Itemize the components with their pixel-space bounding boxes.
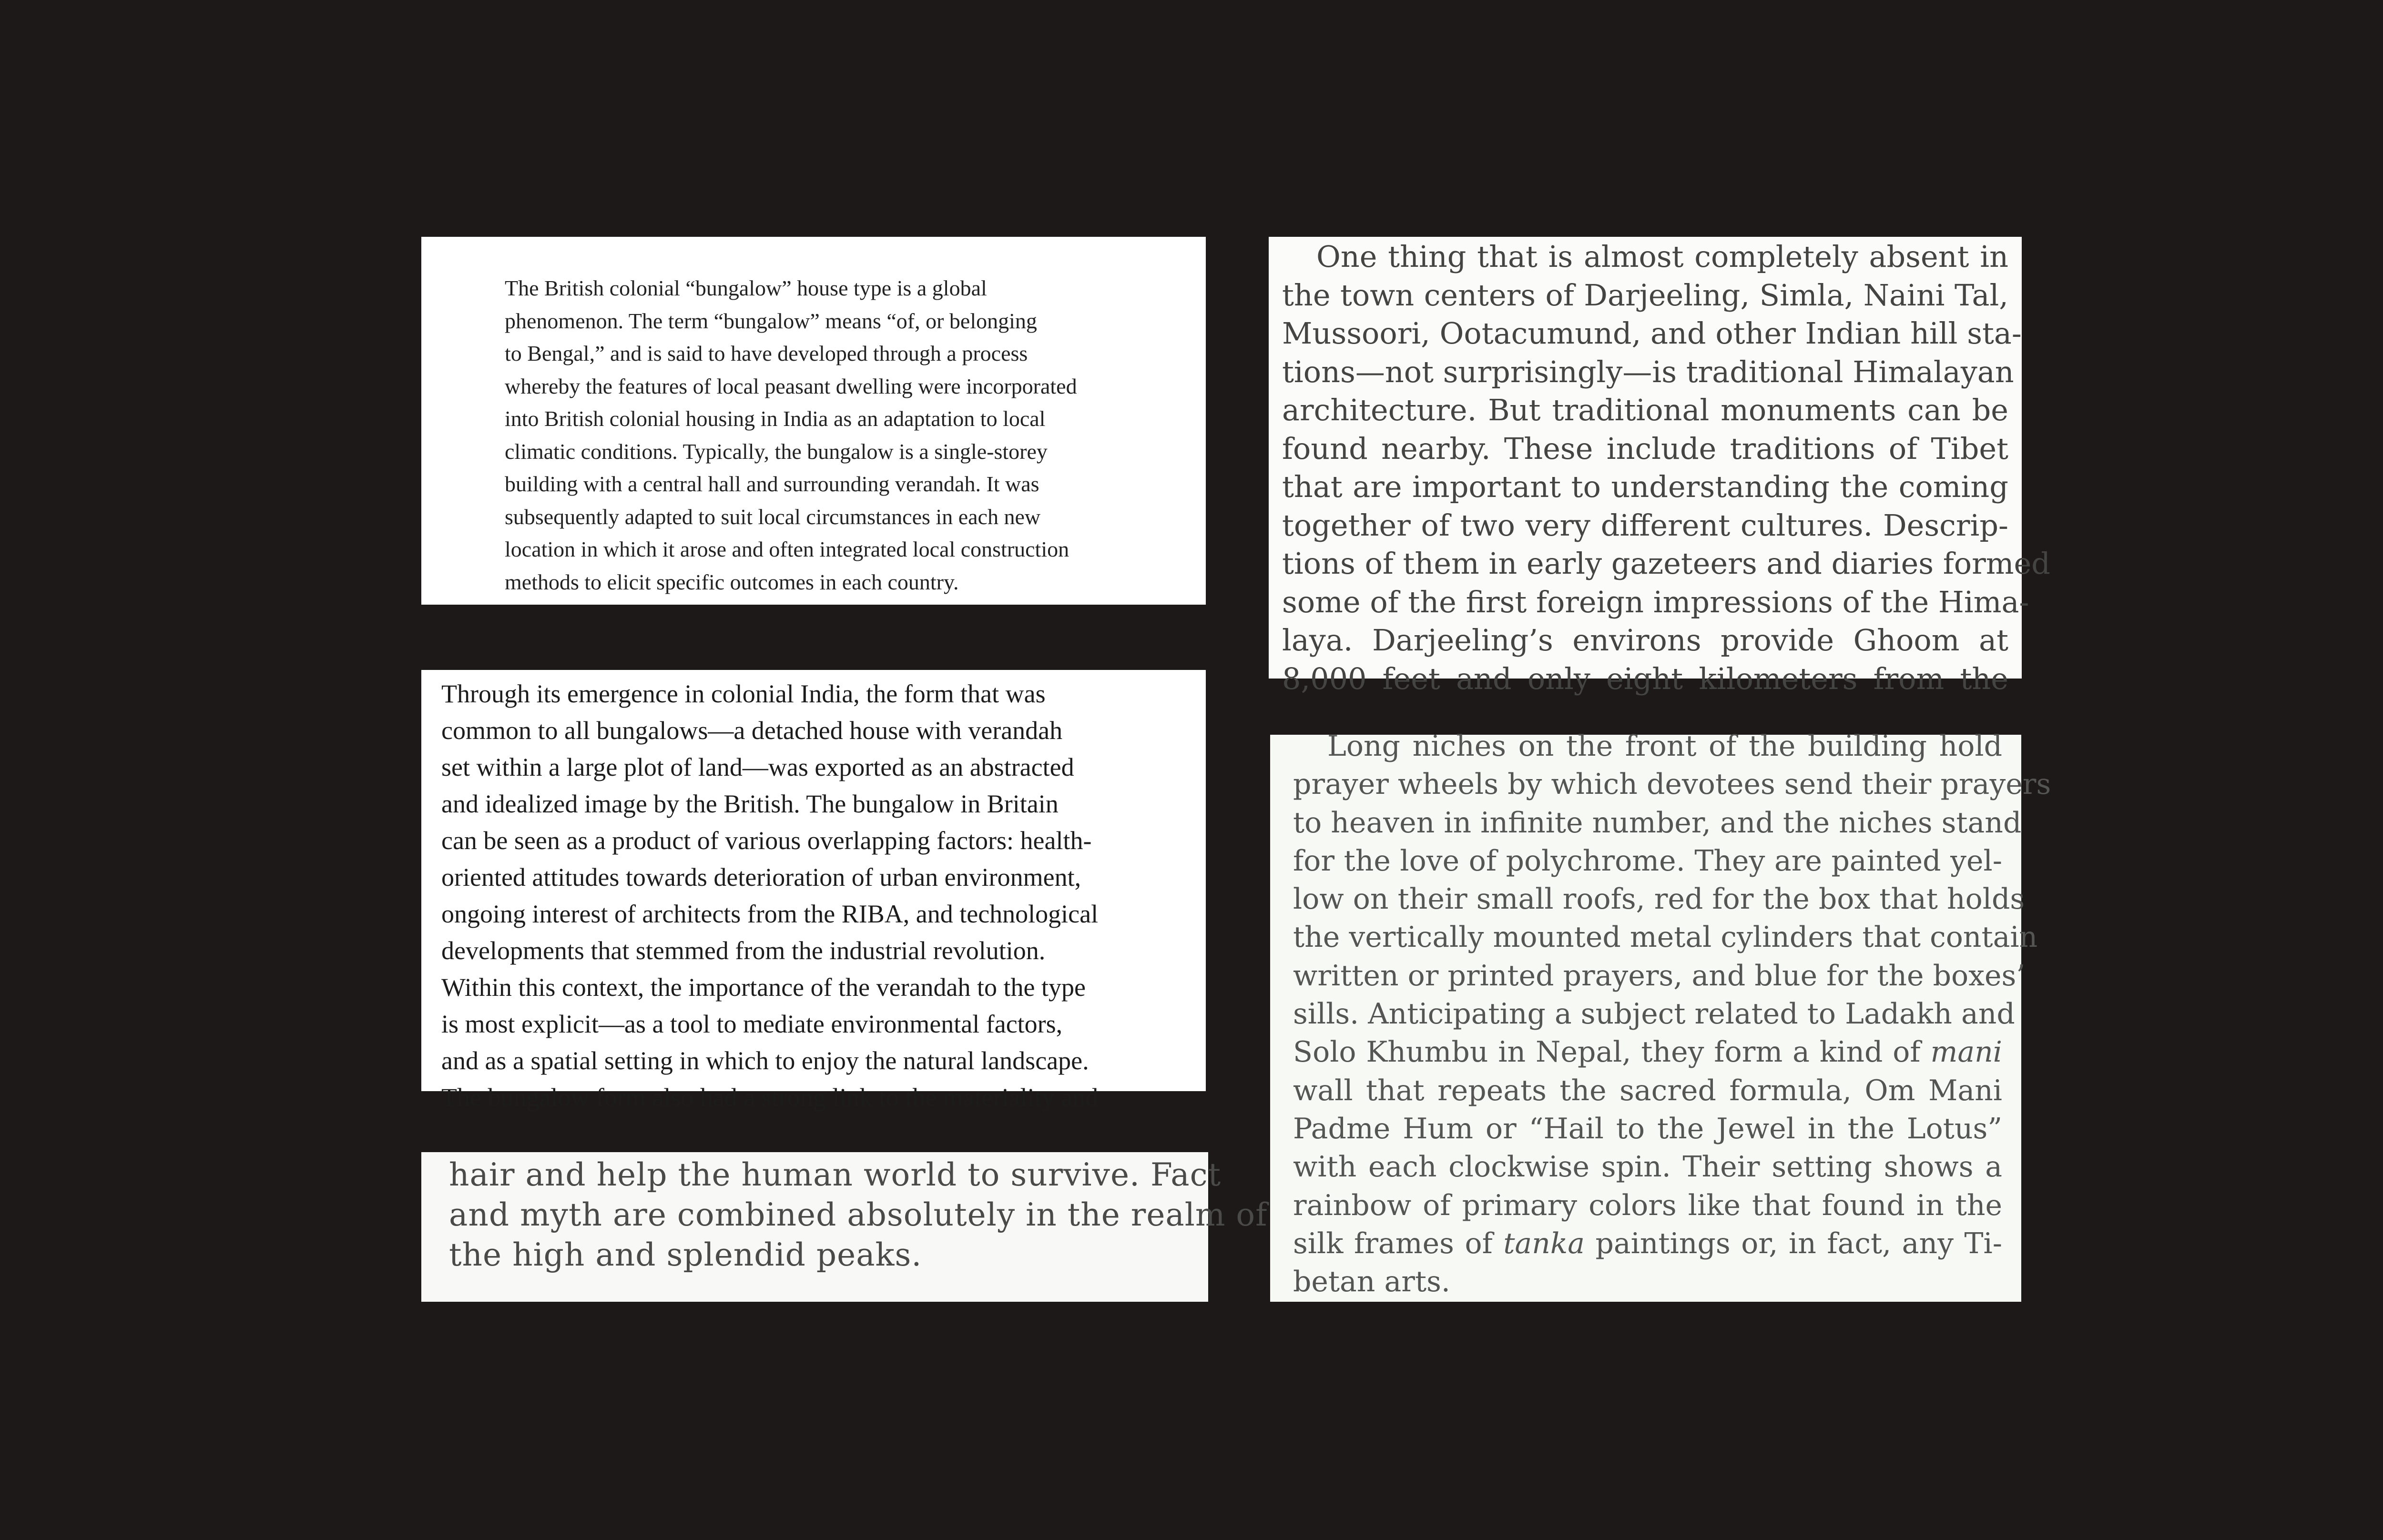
text-line: methods to elicit specific outcomes in each country.: [505, 569, 959, 594]
text-line: The British colonial “bungalow” house type is a global: [505, 276, 987, 300]
text-line: climatic conditions. Typically, the bungalow is a single-storey: [505, 439, 1048, 464]
text-line: laya. Darjeeling’s environs provide Ghoom at: [1282, 623, 2008, 658]
text-line: Through its emergence in colonial India, the form that was: [441, 679, 1046, 708]
text-line: the vertically mounted metal cylinders that contain: [1293, 921, 2038, 954]
paragraph: [449, 1155, 1268, 1275]
text-clip-prayer-wheels: [1270, 729, 2051, 1302]
text-line: common to all bungalows—a detached house with verandah: [441, 716, 1063, 745]
text-line: prayer wheels by which devotees send their prayers: [1293, 768, 2051, 801]
text-line: rainbow of primary colors like that found in the: [1293, 1188, 2002, 1222]
text-line: architecture. But traditional monuments can be: [1282, 393, 2008, 427]
text-clip-peaks: [421, 1152, 1268, 1302]
text-run: Solo Khumbu in Nepal, they form a kind of: [1293, 1035, 1931, 1069]
text-clip-hill-stations: [1269, 237, 2050, 696]
paragraph: [1293, 727, 2051, 1301]
text-line: sills. Anticipating a subject related to Ladakh and: [1293, 997, 2015, 1031]
text-line: betan arts.: [1293, 1265, 1450, 1299]
text-line: One thing that is almost completely absent in: [1316, 239, 2008, 274]
text-line: [1293, 1225, 2002, 1263]
text-line: location in which it arose and often integrated local construction: [505, 537, 1069, 561]
text-line: set within a large plot of land—was exported as an abstracted: [441, 753, 1074, 781]
text-line: developments that stemmed from the industrial revolution.: [441, 936, 1046, 965]
text-line: oriented attitudes towards deterioration of urban environment,: [441, 863, 1081, 892]
text-line: the town centers of Darjeeling, Simla, Naini Tal,: [1282, 277, 2008, 313]
paragraph: [441, 676, 1098, 1116]
italic-term: tanka: [1503, 1226, 1585, 1260]
text-line: together of two very different cultures. Descrip-: [1282, 507, 2008, 543]
text-line: tions of them in early gazeteers and diaries formed: [1282, 546, 2050, 581]
paragraph: [1282, 238, 2050, 698]
text-line: phenomenon. The term “bungalow” means “of, or belonging: [505, 308, 1037, 333]
text-line: written or printed prayers, and blue for the boxes’: [1293, 959, 2026, 993]
text-line: 8,000 feet and only eight kilometers from the: [1282, 661, 2008, 696]
text-line: hair and help the human world to survive. Fact: [449, 1156, 1222, 1193]
text-line: for the love of polychrome. They are painted yel-: [1293, 844, 2002, 878]
text-clip-bungalow-britain: [421, 670, 1206, 1112]
text-line: is most explicit—as a tool to mediate environmental factors,: [441, 1010, 1063, 1038]
text-line: Mussoori, Ootacumund, and other Indian hill sta-: [1282, 316, 2022, 351]
text-line: The bungalow form also had a strong link to the materiality and: [441, 1083, 1099, 1112]
text-line: wall that repeats the sacred formula, Om Mani: [1293, 1074, 2002, 1107]
italic-term: mani: [1930, 1035, 2002, 1069]
text-line: and idealized image by the British. The bungalow in Britain: [441, 790, 1059, 818]
text-line: and as a spatial setting in which to enjoy the natural landscape.: [441, 1046, 1089, 1075]
text-line: [1293, 1033, 2002, 1071]
text-run: silk frames of: [1293, 1226, 1504, 1260]
text-line: ongoing interest of architects from the RIBA, and technological: [441, 900, 1099, 928]
text-line: Within this context, the importance of the verandah to the type: [441, 973, 1086, 1002]
text-line: whereby the features of local peasant dwelling were incorporated: [505, 374, 1077, 398]
text-line: Long niches on the front of the building hold: [1327, 729, 2002, 763]
text-line: into British colonial housing in India as an adaptation to local: [505, 406, 1046, 431]
text-line: low on their small roofs, red for the box that holds: [1293, 882, 2025, 916]
text-clip-bungalow-intro: [421, 237, 1206, 605]
text-line: and myth are combined absolutely in the realm of: [449, 1196, 1268, 1233]
text-line: the high and splendid peaks.: [449, 1236, 922, 1273]
text-run: paintings or, in fact, any Ti-: [1584, 1226, 2002, 1260]
paragraph: [505, 272, 1077, 598]
text-line: some of the first foreign impressions of the Hima-: [1282, 584, 2029, 619]
text-line: can be seen as a product of various overlapping factors: health-: [441, 826, 1092, 855]
text-line: tions—not surprisingly—is traditional Himalayan: [1282, 354, 2014, 389]
text-line: with each clockwise spin. Their setting shows a: [1293, 1150, 2002, 1184]
text-line: building with a central hall and surrounding verandah. It was: [505, 472, 1039, 496]
text-line: that are important to understanding the coming: [1282, 469, 2008, 504]
text-line: to heaven in infinite number, and the niches stand: [1293, 806, 2022, 840]
text-line: to Bengal,” and is said to have developed through a process: [505, 341, 1028, 365]
text-line: Padme Hum or “Hail to the Jewel in the Lotus”: [1293, 1112, 2002, 1145]
text-line: subsequently adapted to suit local circumstances in each new: [505, 504, 1041, 529]
text-line: found nearby. These include traditions of Tibet: [1282, 431, 2008, 466]
